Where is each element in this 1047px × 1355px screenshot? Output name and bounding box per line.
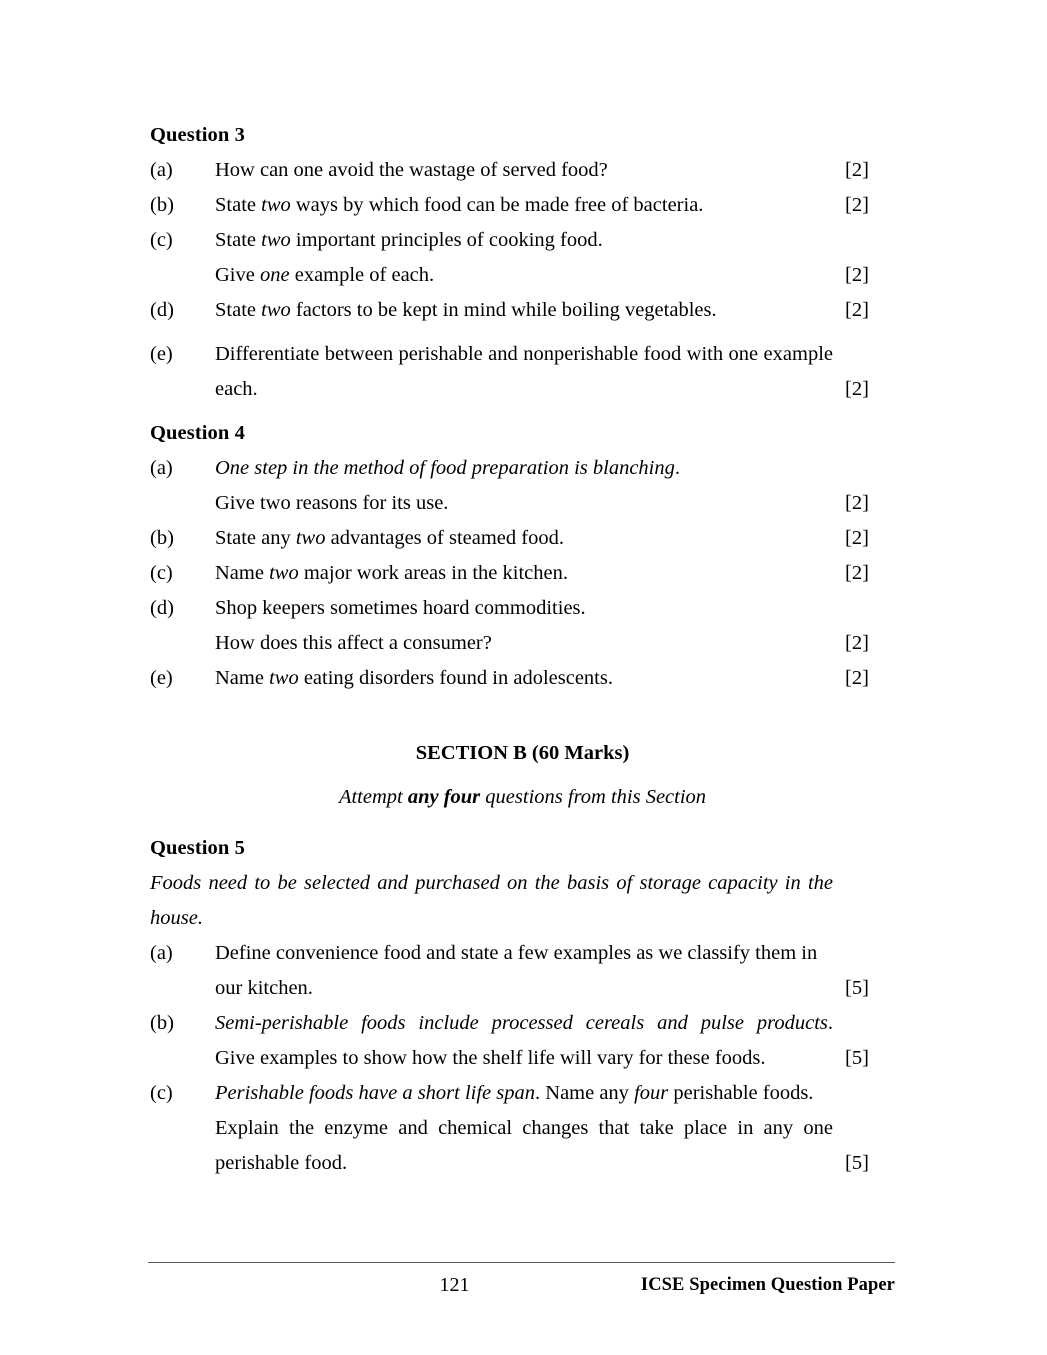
part-text-continued: Explain the enzyme and chemical changes that take place in any one perishable food. (215, 1117, 833, 1174)
part-text-continued: How does this affect a consumer? (215, 632, 492, 654)
part-marks: [2] (845, 159, 869, 181)
part-label: (d) (150, 597, 174, 619)
question-item (150, 223, 895, 293)
part-marks: [2] (845, 492, 869, 514)
part-text: Perishable foods have a short life span. Name any four perishable foods. (215, 1082, 814, 1104)
part-marks: [2] (845, 194, 869, 216)
part-text: State two important principles of cooking food. (215, 229, 603, 251)
question-item (150, 1006, 895, 1076)
question-item (150, 337, 895, 407)
part-marks: [5] (845, 1152, 869, 1174)
part-marks: [2] (845, 527, 869, 549)
question-3-heading: Question 3 (150, 124, 245, 146)
spacer (150, 328, 895, 337)
part-marks: [2] (845, 264, 869, 286)
question-item (150, 188, 895, 223)
part-label: (b) (150, 527, 174, 549)
page-content (150, 118, 895, 1181)
question-4-heading: Question 4 (150, 422, 245, 444)
part-marks: [5] (845, 1047, 869, 1069)
part-marks: [2] (845, 299, 869, 321)
part-label: (c) (150, 562, 173, 584)
part-label: (b) (150, 1012, 174, 1034)
footer-paper-title: ICSE Specimen Question Paper (640, 1275, 895, 1295)
spacer (150, 771, 895, 780)
footer-divider (148, 1262, 895, 1263)
question-3-parts (150, 153, 895, 407)
question-item (150, 556, 895, 591)
part-text: How can one avoid the wastage of served food? (215, 159, 608, 181)
question-5-parts (150, 936, 895, 1181)
part-text: Semi-perishable foods include processed cereals and pulse products. (215, 1012, 833, 1034)
part-marks: [2] (845, 632, 869, 654)
page-number: 121 (439, 1274, 470, 1296)
part-text-continued: Give one example of each. (215, 264, 435, 286)
part-text: One step in the method of food preparation is blanching. (215, 457, 681, 479)
part-text: Differentiate between perishable and nonperishable food with one example each. (215, 343, 833, 400)
part-label: (b) (150, 194, 174, 216)
part-label: (e) (150, 667, 173, 689)
part-marks: [2] (845, 667, 869, 689)
spacer (150, 815, 895, 831)
question-5-heading: Question 5 (150, 837, 245, 859)
part-text: Shop keepers sometimes hoard commodities. (215, 597, 586, 619)
spacer (150, 407, 895, 416)
question-item (150, 293, 895, 328)
section-b-subtitle: Attempt any four questions from this Section (338, 786, 707, 808)
part-text: Name two eating disorders found in adolescents. (215, 667, 613, 689)
part-text-continued: Give two reasons for its use. (215, 492, 449, 514)
part-label: (a) (150, 942, 173, 964)
spacer (150, 696, 895, 736)
question-item (150, 591, 895, 661)
question-item (150, 661, 895, 696)
part-text: Name two major work areas in the kitchen. (215, 562, 568, 584)
part-marks: [2] (845, 378, 869, 400)
part-label: (a) (150, 159, 173, 181)
footer-row (148, 1268, 895, 1302)
part-label: (a) (150, 457, 173, 479)
question-item (150, 1076, 895, 1181)
part-label: (e) (150, 343, 173, 365)
question-item (150, 451, 895, 521)
question-4-parts (150, 451, 895, 696)
part-label: (c) (150, 1082, 173, 1104)
part-text: State two ways by which food can be made free of bacteria. (215, 194, 704, 216)
section-b-title: SECTION B (60 Marks) (415, 742, 630, 764)
part-label: (d) (150, 299, 174, 321)
question-item (150, 936, 895, 1006)
part-text-continued: Give examples to show how the shelf life will vary for these foods. (215, 1047, 766, 1069)
part-text: Define convenience food and state a few examples as we classify them in our kitchen. (215, 942, 818, 999)
part-text: State any two advantages of steamed food. (215, 527, 564, 549)
part-marks: [5] (845, 977, 869, 999)
question-item (150, 153, 895, 188)
part-marks: [2] (845, 562, 869, 584)
part-text: State two factors to be kept in mind while boiling vegetables. (215, 299, 717, 321)
question-item (150, 521, 895, 556)
page-footer (148, 1262, 895, 1302)
question-5-stem: Foods need to be selected and purchased on the basis of storage capacity in the house. (150, 872, 833, 929)
part-label: (c) (150, 229, 173, 251)
